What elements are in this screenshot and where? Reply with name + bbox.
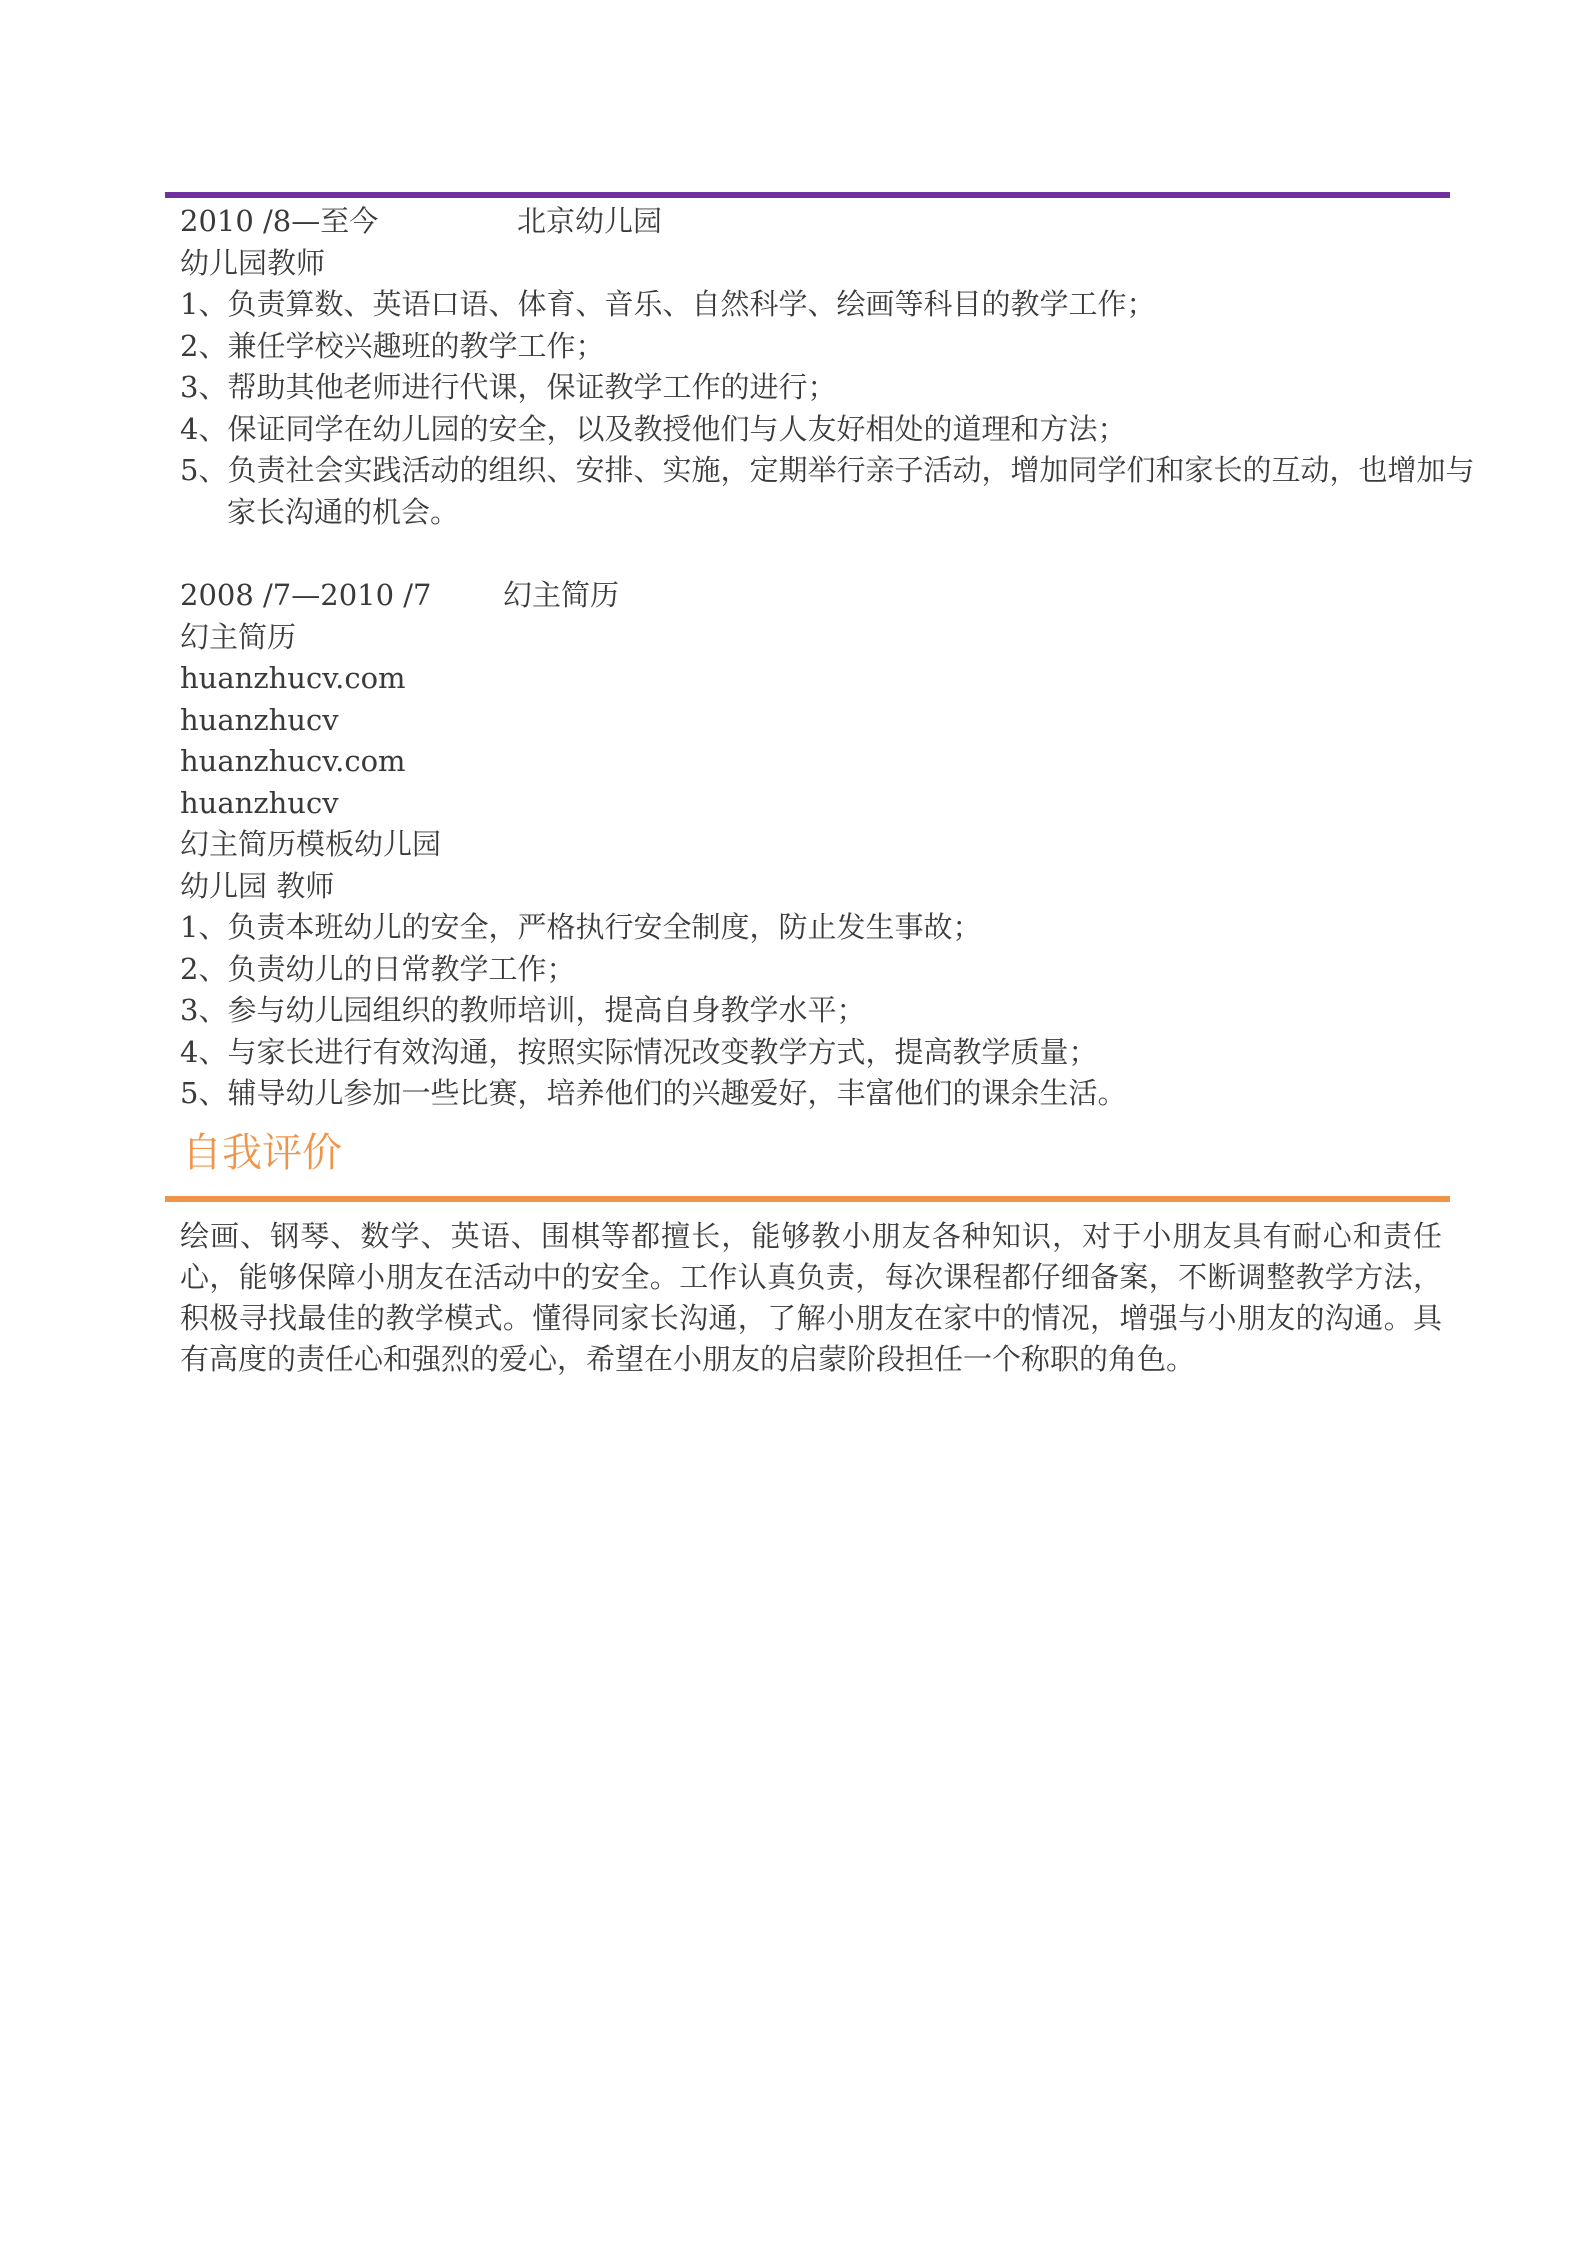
experience-company: 幻主简历模板幼儿园 — [180, 827, 442, 861]
duty-item: 4、与家长进行有效沟通，按照实际情况改变教学方式，提高教学质量； — [180, 1034, 1098, 1069]
experience-header — [180, 201, 1440, 243]
duty-item: 2、负责幼儿的日常教学工作； — [180, 951, 576, 986]
duty-item: 5、负责社会实践活动的组织、安排、实施，定期举行亲子活动，增加同学们和家长的互动，也增加与家长沟通的机会。 — [180, 453, 1475, 529]
section-heading-self-evaluation: 自我评价 — [182, 1130, 342, 1176]
experience-entry-2 — [180, 575, 1440, 1115]
experience-date: 2008 /7—2010 /7 — [180, 578, 432, 612]
experience-subtitle: 幻主简历 — [180, 619, 297, 654]
experience-note: huanzhucv — [180, 702, 339, 737]
experience-date: 2010 /8—至今 — [180, 204, 379, 238]
experience-note: huanzhucv — [180, 785, 339, 820]
experience-website: huanzhucv.com — [180, 661, 406, 695]
experience-website: huanzhucv.com — [180, 744, 406, 778]
duty-item: 4、保证同学在幼儿园的安全，以及教授他们与人友好相处的道理和方法； — [180, 411, 1127, 446]
self-evaluation-text: 绘画、钢琴、数学、英语、围棋等都擅长，能够教小朋友各种知识，对于小朋友具有耐心和责任心，能够保障小朋友在活动中的安全。工作认真负责，每次课程都仔细备案，不断调整教学方法，积极寻找最佳的教学模式。懂得同家长沟通，了解小朋友在家中的情况，增强与小朋友的沟通。具有高度的责任心和强烈的爱心，希望在小朋友的启蒙阶段担任一个称职的角色。 — [180, 1219, 1442, 1376]
section-divider-orange — [165, 1196, 1450, 1202]
duty-item: 3、参与幼儿园组织的教师培训，提高自身教学水平； — [180, 993, 866, 1027]
duty-item: 3、帮助其他老师进行代课，保证教学工作的进行； — [180, 370, 837, 404]
duty-item: 1、负责本班幼儿的安全，严格执行安全制度，防止发生事故； — [180, 910, 982, 944]
section-divider-purple — [165, 192, 1450, 198]
experience-title: 幼儿园教师 — [180, 245, 326, 280]
duty-item: 5、辅导幼儿参加一些比赛，培养他们的兴趣爱好，丰富他们的课余生活。 — [180, 1076, 1127, 1110]
duty-item: 2、兼任学校兴趣班的教学工作； — [180, 328, 605, 363]
experience-header — [180, 575, 1440, 617]
experience-entry-1 — [180, 201, 1475, 533]
experience-organization: 北京幼儿园 — [517, 204, 663, 238]
experience-organization: 幻主简历 — [503, 578, 620, 612]
duty-item: 1、负责算数、英语口语、体育、音乐、自然科学、绘画等科目的教学工作； — [180, 287, 1156, 321]
experience-title: 幼儿园 教师 — [180, 868, 335, 903]
